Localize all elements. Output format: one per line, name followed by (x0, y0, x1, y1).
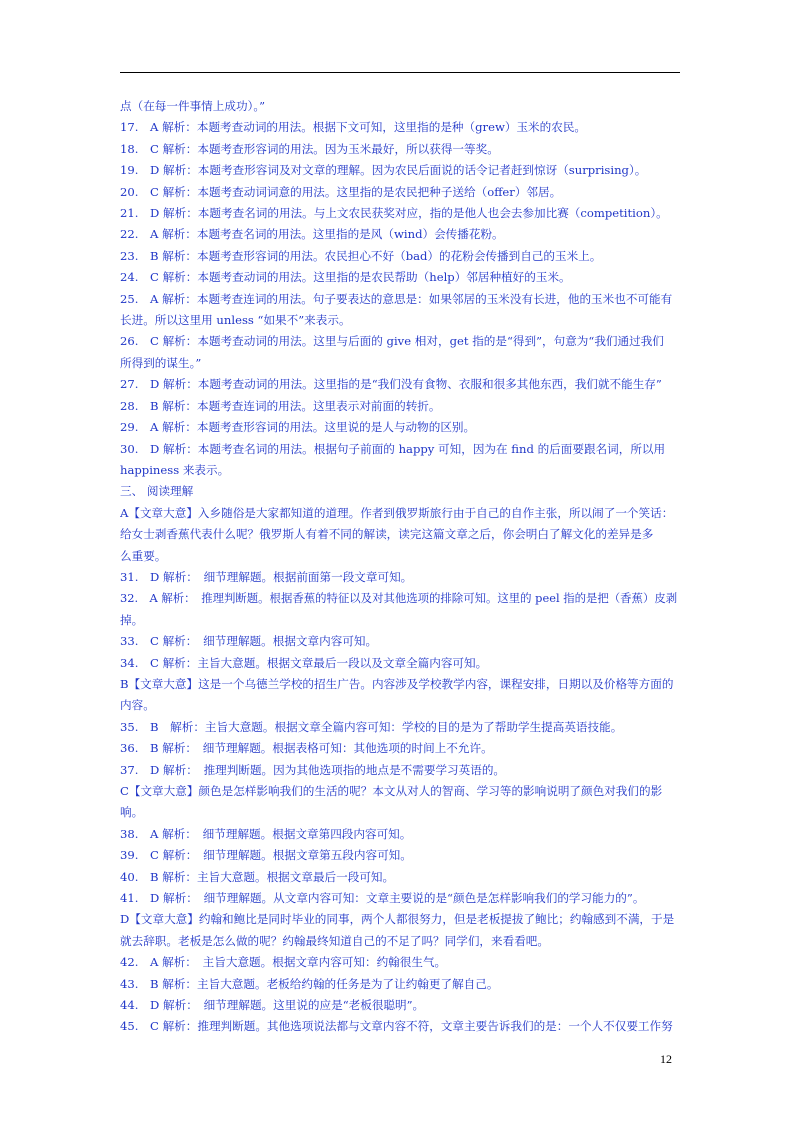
answer-34: 34. C 解析：主旨大意题。根据文章最后一段以及文章全篇内容可知。 (120, 655, 488, 670)
answer-33: 33. C 解析： 细节理解题。根据文章内容可知。 (120, 634, 378, 649)
answer-29: 29. A 解析：本题考查形容词的用法。这里说的是人与动物的区别。 (120, 420, 476, 435)
passage-b-summary: B【文章大意】这是一个乌德兰学校的招生广告。内容涉及学校教学内容，课程安排，日期以及价格等方面的 (120, 676, 674, 691)
passage-d-summary-cont: 就去辞职。老板是怎么做的呢？约翰最终知道自己的不足了吗？同学们，来看看吧。 (120, 933, 549, 948)
answer-45: 45. C 解析：推理判断题。其他选项说法都与文章内容不符，文章主要告诉我们的是：一个人不仅要工作努 (120, 1019, 673, 1034)
passage-d-summary: D【文章大意】约翰和鲍比是同时毕业的同事，两个人都很努力，但是老板提拔了鲍比；约翰感到不满，于是 (120, 912, 675, 927)
answer-20: 20. C 解析：本题考查动词词意的用法。这里指的是农民把种子送给（offer）邻居。 (120, 184, 562, 199)
answer-39: 39. C 解析： 细节理解题。根据文章第五段内容可知。 (120, 848, 412, 863)
answer-30: 30. D 解析：本题考查名词的用法。根据句子前面的 happy 可知，因为在 find 的后面要跟名词，所以用 (120, 441, 666, 456)
answer-36: 36. B 解析： 细节理解题。根据表格可知：其他选项的时间上不允许。 (120, 741, 493, 756)
answer-28: 28. B 解析：本题考查连词的用法。这里表示对前面的转折。 (120, 398, 441, 413)
answer-25-cont: 长进。所以这里用 unless “如果不”来表示。 (120, 313, 351, 328)
answer-32-cont: 掉。 (120, 612, 144, 627)
passage-a-summary-cont: 给女士剥香蕉代表什么呢？俄罗斯人有着不同的解读，读完这篇文章之后，你会明白了解文化的差异是多 (120, 527, 654, 542)
answer-44: 44. D 解析： 细节理解题。这里说的应是“老板很聪明”。 (120, 998, 425, 1013)
answer-30-cont: happiness 来表示。 (120, 462, 230, 477)
answer-37: 37. D 解析： 推理判断题。因为其他选项指的地点是不需要学习英语的。 (120, 762, 506, 777)
answer-19: 19. D 解析：本题考查形容词及对文章的理解。因为农民后面说的话令记者赶到惊讶（surprising）。 (120, 163, 647, 178)
answer-31: 31. D 解析： 细节理解题。根据前面第一段文章可知。 (120, 569, 413, 584)
answer-key-body (120, 96, 682, 1038)
answer-25: 25. A 解析：本题考查连词的用法。句子要表达的意思是：如果邻居的玉米没有长进，他的玉米也不可能有 (120, 291, 673, 306)
answer-18: 18. C 解析：本题考查形容词的用法。因为玉米最好，所以获得一等奖。 (120, 141, 499, 156)
text-line: 点（在每一件事情上成功）。” (120, 99, 266, 113)
answer-24: 24. C 解析：本题考查动词的用法。这里指的是农民帮助（help）邻居种植好的玉米。 (120, 270, 571, 285)
answer-40: 40. B 解析：主旨大意题。根据文章最后一段可知。 (120, 869, 395, 884)
passage-a-summary: A【文章大意】入乡随俗是大家都知道的道理。作者到俄罗斯旅行由于自己的自作主张，所以闹了一个笑话： (120, 505, 674, 520)
answer-23: 23. B 解析：本题考查形容词的用法。农民担心不好（bad）的花粉会传播到自己的玉米上。 (120, 248, 602, 263)
passage-c-summary: C【文章大意】颜色是怎样影响我们的生活的呢？本文从对人的智商、学习等的影响说明了颜色对我们的影 (120, 784, 663, 798)
answer-22: 22. A 解析：本题考查名词的用法。这里指的是风（wind）会传播花粉。 (120, 227, 504, 242)
answer-21: 21. D 解析：本题考查名词的用法。与上文农民获奖对应，指的是他人也会去参加比赛（competition）。 (120, 206, 668, 221)
header-rule (120, 72, 680, 73)
answer-43: 43. B 解析：主旨大意题。老板给约翰的任务是为了让约翰更了解自己。 (120, 976, 499, 991)
answer-26: 26. C 解析：本题考查动词的用法。这里与后面的 give 相对，get 指的是“得到”，句意为“我们通过我们 (120, 334, 664, 349)
answer-26-cont: 所得到的谋生。” (120, 355, 202, 370)
answer-27: 27. D 解析：本题考查动词的用法。这里指的是“我们没有食物、衣服和很多其他东西，我们就不能生存” (120, 377, 662, 392)
answer-35: 35. B 解析：主旨大意题。根据文章全篇内容可知：学校的目的是为了帮助学生提高英语技能。 (120, 719, 623, 734)
answer-17: 17. A 解析：本题考查动词的用法。根据下文可知，这里指的是种（grew）玉米的农民。 (120, 120, 587, 135)
page-number: 12 (660, 1052, 672, 1066)
answer-32: 32. A 解析： 推理判断题。根据香蕉的特征以及对其他选项的排除可知。这里的 peel 指的是把（香蕉）皮剥 (120, 591, 678, 606)
answer-41: 41. D 解析： 细节理解题。从文章内容可知：文章主要说的是“颜色是怎样影响我们的学习能力的”。 (120, 891, 645, 906)
passage-b-summary-cont: 内容。 (120, 698, 155, 713)
section-heading: 三、 阅读理解 (120, 484, 194, 499)
passage-c-summary-cont: 响。 (120, 805, 144, 820)
passage-a-summary-cont: 么重要。 (120, 548, 167, 563)
answer-38: 38. A 解析： 细节理解题。根据文章第四段内容可知。 (120, 826, 412, 841)
answer-42: 42. A 解析： 主旨大意题。根据文章内容可知：约翰很生气。 (120, 955, 447, 970)
